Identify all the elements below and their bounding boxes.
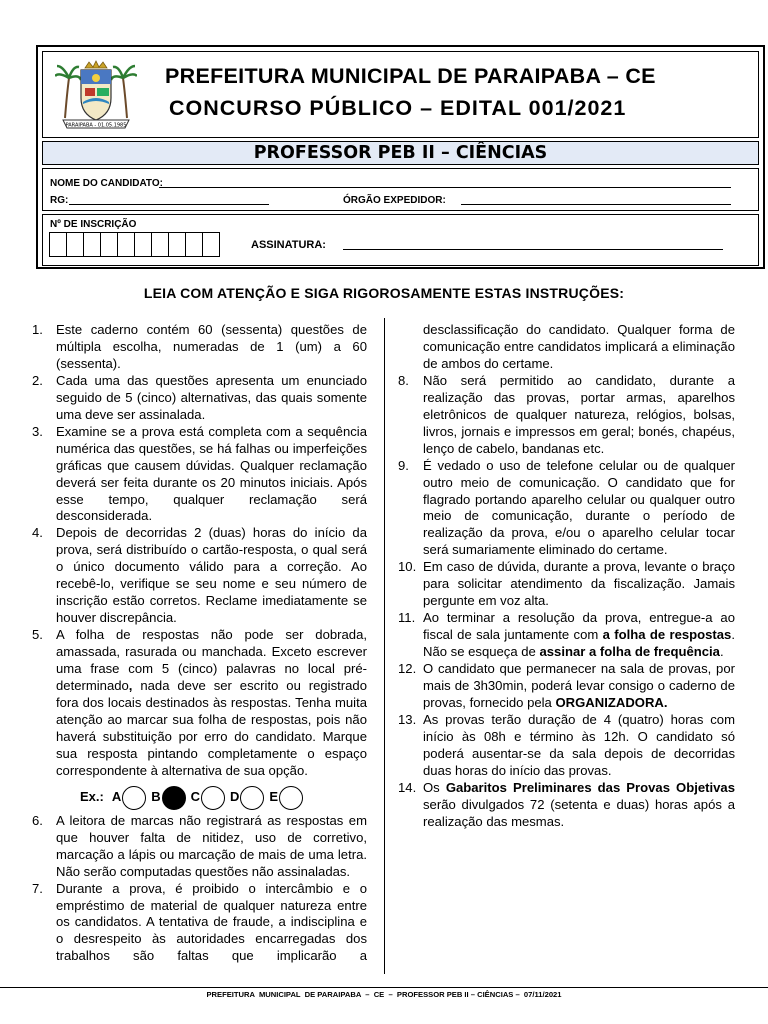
answer-example: [80, 787, 367, 809]
example-option-a: A: [112, 786, 146, 810]
candidate-info-box: [42, 168, 759, 211]
example-option-c: C: [191, 786, 225, 810]
registration-box: [42, 214, 759, 266]
candidate-name-field[interactable]: [159, 187, 731, 188]
instruction-item: 7. Durante a prova, é proibido o intercâmbio e o empréstimo de material de qualquer natureza entre os candidatos. A tentativa de fraude, a indisciplina e o desrespeito às autoridades encarregadas dos trabalhos são faltas que implicarão a: [32, 880, 367, 964]
exam-title: CONCURSO PÚBLICO – EDITAL 001/2021: [169, 96, 627, 120]
instruction-item: 13. As provas terão duração de 4 (quatro) horas com início às 08h e término às 12h. O candidato só poderá ausentar-se da sala depois de decorridas duas horas do início das provas.: [398, 711, 735, 778]
empty-bubble-icon: [122, 786, 146, 810]
instruction-item: 6. A leitora de marcas não registrará as respostas em que houver falta de nitidez, uso de corretivo, marcação a lápis ou marcação de mais de uma letra. Não serão computadas questões não assinaladas.: [32, 812, 367, 879]
registration-digit-cell[interactable]: [83, 232, 101, 257]
instructions-left-column: [32, 322, 367, 965]
instructions-title: LEIA COM ATENÇÃO E SIGA RIGOROSAMENTE ESTAS INSTRUÇÕES:: [143, 285, 625, 301]
example-label: Ex.:: [80, 789, 104, 805]
instruction-item: 14. Os Gabaritos Preliminares das Provas Objetivas serão divulgados 72 (setenta e duas) horas após a realização das mesmas.: [398, 779, 736, 829]
issuer-field[interactable]: [461, 204, 731, 205]
instruction-item: 12. O candidato que permanecer na sala de provas, por mais de 3h30min, poderá levar consigo o caderno de provas, fornecido pela ORGANIZADORA.: [398, 661, 735, 710]
registration-digit-cell[interactable]: [134, 232, 152, 257]
rg-field[interactable]: [69, 204, 269, 205]
instruction-item: 8. Não será permitido ao candidato, durante a realização das provas, portar armas, aparelhos eletrônicos de qualquer natureza, relógios, bolsas, livros, jornais e impressos em geral; bonés, chapéus, lenço de cabelo, bandanas etc.: [398, 372, 735, 456]
registration-digit-cell[interactable]: [100, 232, 118, 257]
empty-bubble-icon: [279, 786, 303, 810]
exam-header-frame: [36, 45, 765, 269]
registration-digit-cell[interactable]: [185, 232, 203, 257]
instruction-item: 11. Ao terminar a resolução da prova, entregue-a ao fiscal de sala juntamente com a folha de respostas. Não se esqueça de assinar a folha de frequência.: [398, 610, 735, 660]
instruction-item-continued: desclassificação do candidato. Qualquer forma de comunicação entre candidatos implicará a eliminação de ambos do certame.: [423, 322, 735, 371]
empty-bubble-icon: [240, 786, 264, 810]
instructions-right-column: [398, 322, 735, 831]
municipal-crest-icon: [55, 58, 137, 132]
crest-ribbon-text: PARAIPABA - 01.05.1985: [65, 122, 127, 129]
role-title: PROFESSOR PEB II – CIÊNCIAS: [253, 143, 548, 163]
municipality-title: PREFEITURA MUNICIPAL DE PARAIPABA – CE: [165, 64, 656, 88]
instruction-item: 1. Este caderno contém 60 (sessenta) questões de múltipla escolha, numeradas de 1 (um) a 60 (sessenta).: [32, 322, 367, 371]
instruction-item: 10. Em caso de dúvida, durante a prova, levante o braço para solicitar atendimento da fiscalização. Jamais pergunte em voz alta.: [398, 559, 735, 609]
registration-label: Nº DE INSCRIÇÃO: [50, 219, 137, 230]
signature-field[interactable]: [343, 249, 723, 250]
issuer-label: ÓRGÃO EXPEDIDOR:: [343, 195, 446, 206]
page-footer: PREFEITURA MUNICIPAL DE PARAIPABA – CE – PROFESSOR PEB II – CIÊNCIAS – 07/11/2021: [206, 990, 562, 999]
signature-label: ASSINATURA:: [251, 239, 326, 251]
candidate-name-label: NOME DO CANDIDATO:: [50, 178, 163, 189]
instruction-item: 2. Cada uma das questões apresenta um enunciado seguido de 5 (cinco) alternativas, das quais somente uma deve ser assinalada.: [32, 372, 367, 422]
registration-digit-grid: [49, 232, 219, 257]
role-banner: [42, 141, 759, 165]
registration-digit-cell[interactable]: [151, 232, 169, 257]
instruction-item: 4. Depois de decorridas 2 (duas) horas do início da prova, será distribuído o cartão-resposta, o qual será o único documento válido para a correção. Ao recebê-lo, verifique se seu nome e seu número de inscrição estão corretos. Reclame imediatamente se houver discrepância.: [32, 525, 367, 626]
instruction-item: 9. É vedado o uso de telefone celular ou de qualquer outro meio de comunicação. O candidato que for flagrado portando aparelho celular ou qualquer outro meio de comunicação, durante o período de realização da prova, e/ou o aparelho celular tocar será sumariamente eliminado do certame.: [398, 457, 735, 558]
example-option-d: D: [230, 786, 264, 810]
example-option-e: E: [269, 786, 303, 810]
registration-digit-cell[interactable]: [202, 232, 220, 257]
instruction-item: 3. Examine se a prova está completa com a sequência numérica das questões, se há falhas ou imperfeições gráficas que causem dúvidas. Qualquer reclamação deverá ser feita durante os 20 minutos iniciais. Após esse tempo, qualquer reclamação será desconsiderada.: [32, 423, 367, 524]
registration-digit-cell[interactable]: [117, 232, 135, 257]
registration-digit-cell[interactable]: [66, 232, 84, 257]
registration-digit-cell[interactable]: [49, 232, 67, 257]
rg-label: RG:: [50, 195, 69, 206]
filled-bubble-icon: [162, 786, 186, 810]
example-option-b: B: [151, 786, 185, 810]
column-divider: [384, 318, 385, 974]
instruction-item: 5. A folha de respostas não pode ser dobrada, amassada, rasurada ou manchada. Exceto escrever uma frase com 5 (cinco) palavras no local pré-determinado, nada deve ser escrito ou registrado fora dos locais destinados às respostas. Tenha muita atenção ao marcar sua folha de respostas, pois não haverá substituição por erro do candidato. Marque sua resposta pintando completamente o espaço correspondente à alternativa de sua opção.: [32, 627, 367, 778]
title-box: [42, 51, 759, 138]
empty-bubble-icon: [201, 786, 225, 810]
registration-digit-cell[interactable]: [168, 232, 186, 257]
footer-divider: [0, 987, 768, 988]
